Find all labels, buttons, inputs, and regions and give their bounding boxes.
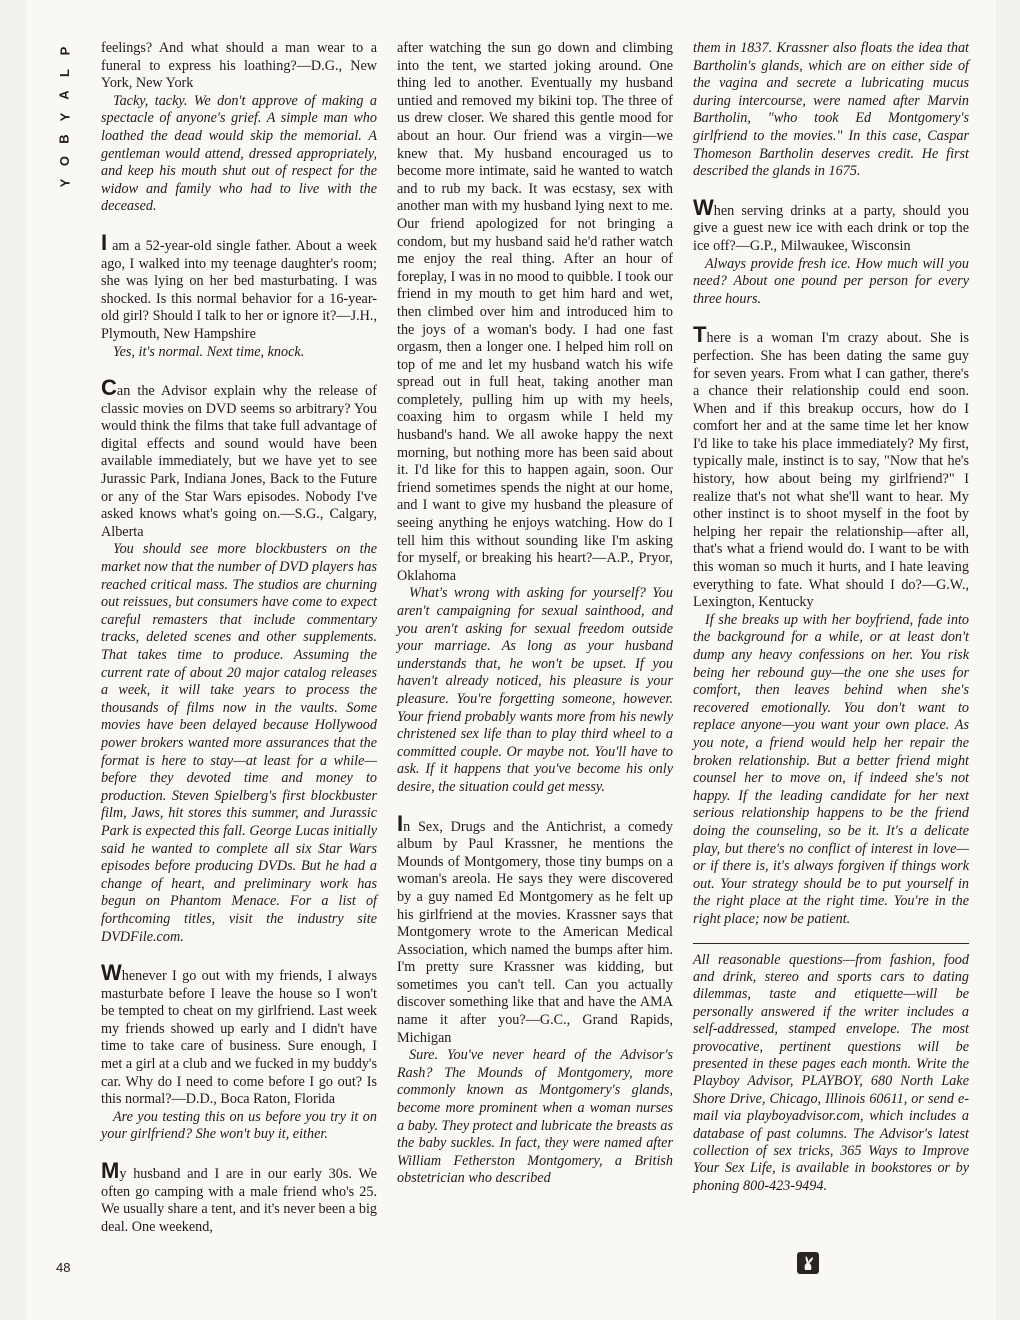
section-gap bbox=[101, 361, 377, 379]
advisor-answer: What's wrong with asking for yourself? You aren't campaigning for sexual sainthood, and you aren't asking for sexual freedom outside your marriage. As long as your husband understands that, he won't be upset. If you haven't already noticed, his pleasure is your pleasure. You're forgetting someone, however. Your friend probably wants more from his newly christened sex life than to play third wheel to a committed couple. Or maybe not. You'll have to ask. If it happens that you've become his only desire, the situation could get messy. bbox=[397, 585, 673, 795]
advisor-answer: If she breaks up with her boyfriend, fade into the background for a while, or at least don't dump any heavy confessions on her. You risk being her rebound guy—the one she uses for comfort, then leaves behind when she's recovered emotionally. You don't want to replace anyone—you want your own place. As you note, a friend would help her repair the broken relationship. But a better friend might counsel her to move on, if indeed she's not happy. If the leading candidate for her next serious relationship happens to be the friend doing the counseling, so be it. It's a delicate play, but there's no conflict of interest in love—or if there is, it's always forgiven if things work out. Your strategy should be to put yourself in the right place at the right time. You're in the right place; now be patient. bbox=[693, 611, 969, 927]
reader-question bbox=[101, 375, 377, 541]
reader-question bbox=[693, 322, 969, 612]
page-number: 48 bbox=[56, 1260, 71, 1275]
reader-question bbox=[693, 194, 969, 256]
masthead-letter: L bbox=[56, 69, 72, 77]
initial-letter: I bbox=[397, 810, 404, 836]
question-text: here is a woman I'm crazy about. She is perfection. She has been dating the same guy for seven years. From what I can gather, there's a chance their relationship could end soon. When and if this breakup occurs, how do I comfort her and at the same time let her know I'd like to take his place immediately? My first, typically male, instinct is to say, "Now that he's history, how about being my girlfriend?" I realize that's not what she'll want to hear. My other instinct is to shoot myself in the foot by helping her repair the relationship—after all, that's what a friend would do. I want to be with this woman so much it hurts, and I hate leaving everything to fate. What should I do?—G.W., Lexington, Kentucky bbox=[693, 330, 969, 611]
column-1 bbox=[101, 40, 377, 1236]
advisor-answer: Yes, it's normal. Next time, knock. bbox=[113, 343, 305, 360]
masthead bbox=[56, 44, 74, 190]
masthead-letter: A bbox=[56, 90, 72, 100]
masthead-letter: Y bbox=[56, 178, 72, 188]
column-3 bbox=[693, 40, 969, 1195]
question-text: hen serving drinks at a party, should you give a guest new ice with each drink or top the ice off?—G.P., Milwaukee, Wisconsin bbox=[693, 202, 969, 254]
advisor-answer: Are you testing this on us before you try it on your girlfriend? She won't buy it, either. bbox=[101, 1108, 377, 1143]
advisor-answer: Sure. You've never heard of the Advisor's Rash? The Mounds of Montgomery, more commonly known as Montgomery's glands, become more prominent when a woman nurses a baby. They protect and lubricate the breasts as the baby suckles. In fact, they were named after William Fetherston Montgomery, a British obstetrician who described bbox=[397, 1047, 673, 1187]
initial-letter: M bbox=[101, 1158, 120, 1184]
section-gap bbox=[397, 797, 673, 815]
initial-letter: T bbox=[693, 322, 707, 348]
section-gap bbox=[101, 1144, 377, 1162]
initial-letter: C bbox=[101, 375, 117, 401]
reader-question bbox=[101, 229, 377, 344]
question-text: am a 52-year-old single father. About a week ago, I walked into my teenage daughter's room; she was lying on her bed masturbating. I was shocked. Is this normal behavior for a 16-year-old girl? Should I talk to her or ignore it?—J.H., Plymouth, New Hampshire bbox=[101, 237, 377, 342]
section-gap bbox=[693, 181, 969, 199]
reader-question bbox=[397, 810, 673, 1048]
reader-question bbox=[101, 960, 377, 1109]
initial-letter: W bbox=[101, 960, 122, 986]
question-text: after watching the sun go down and climbing into the tent, we started joking around. One thing led to another. Eventually my husband untied and removed my bikini top. The three of us drew closer. We shared this gentle mood for about an hour. Our friend was a virgin—we knew that. My husband encouraged us to become more intimate, said he wanted to watch and to rub my back. It was ecstasy, sex with another man with my husband lying next to me. Our friend apologized for not bringing a condom, but my husband said he'd rather watch me enjoy the real thing. After an hour of foreplay, I was in no mood to quibble. I took our friend in my mouth to get him hard and wet, then climbed over him and introduced him to the joys of a woman's body. I had one fast orgasm, then a longer one. I helped him roll on top of me and let my husband watch his wife spread out in full heat, taking another man completely, pulling him up with my heels, coaxing him to orgasm while I held my husband's hand. We all awoke happy the next morning, but nothing more has been said about it. I'd like for this to happen again, soon. Our friend sometimes spends the night at our home, and I want to give my husband the pleasure of seeing anything he enjoys watching. How do I tell him this without sounding like I'm asking for myself, or breaking his heart?—A.P., Pryor, Oklahoma bbox=[397, 40, 673, 584]
advisor-answer: You should see more blockbusters on the market now that the number of DVD players has reached critical mass. The studios are churning out reissues, but consumers have come to expect careful remasters that include commentary tracks, deleted scenes and other supplements. That takes time to produce. Assuming the current rate of about 20 major catalog releases a week, it will take years to process the thousands of films now in the vaults. Some movies have been delayed because Hollywood power brokers wanted more assurances that the format is here to stay—at least for a while—before they devoted time and money to production. Steven Spielberg's first blockbuster film, Jaws, hit stores this summer, and Jurassic Park is expected this fall. George Lucas initially said he wanted to complete all six Star Wars episodes before producing DVDs. But he had a change of heart, and preliminary work has begun on Phantom Menace. For a list of forthcoming titles, visit the industry site DVDFile.com. bbox=[101, 541, 377, 945]
initial-letter: I bbox=[101, 229, 108, 255]
advisor-answer: Tacky, tacky. We don't approve of making a spectacle of anyone's grief. A simple man who loathed the dead would skip the memorial. A gentleman would attend, dressed appropriately, and keep his mouth shut out of respect for the widow and family who had to live with the deceased. bbox=[101, 92, 377, 215]
reader-question bbox=[397, 40, 673, 585]
question-text: y husband and I are in our early 30s. We often go camping with a male friend who's 25. We usually share a tent, and it's never been a big deal. One weekend, bbox=[101, 1166, 377, 1235]
reader-question bbox=[101, 40, 377, 93]
question-text: henever I go out with my friends, I always masturbate before I leave the house so I won't be tempted to cheat on my girlfriend. Last week my friends showed up early and I didn't have time to take care of business. Sure enough, I met a girl at a club and we fucked in my buddy's car. Why do I need to come before I go out? Is this normal?—D.D., Boca Raton, Florida bbox=[101, 968, 377, 1108]
question-text: an the Advisor explain why the release of classic movies on DVD seems so arbitrary? You would think the films that take full advantage of digital effects and sound would have been available immediately, but we have yet to see Jurassic Park, Indiana Jones, Back to the Future or any of the Star Wars episodes. Nobody I've asked knows what's going on.—S.G., Calgary, Alberta bbox=[101, 383, 377, 540]
section-gap bbox=[693, 308, 969, 326]
advisor-answer: Always provide fresh ice. How much will you need? About one pound per person for every three hours. bbox=[693, 255, 969, 307]
section-gap bbox=[101, 946, 377, 964]
masthead-letter: Y bbox=[56, 112, 72, 122]
question-text: feelings? And what should a man wear to a funeral to express his loathing?—D.G., New York, New York bbox=[101, 40, 377, 92]
section-gap bbox=[101, 216, 377, 234]
reader-question bbox=[101, 1158, 377, 1236]
advisor-answer: them in 1837. Krassner also floats the idea that Bartholin's glands, which are on either side of the vagina and secrete a lubricating mucus during intercourse, were named after Marvin Bartholin, "who took Ed Montgomery's girlfriend to the movies." In this case, Caspar Thomeson Bartholin deserves credit. He first described the glands in 1675. bbox=[693, 40, 969, 180]
column-2 bbox=[397, 40, 673, 1188]
magazine-page bbox=[26, 0, 996, 1320]
divider bbox=[693, 943, 969, 944]
submission-note: All reasonable questions—from fashion, food and drink, stereo and sports cars to dating dilemmas, taste and etiquette—will be personally answered if the writer includes a self-addressed, stamped envelope. The most provocative, pertinent questions will be presented in these pages each month. Write the Playboy Advisor, PLAYBOY, 680 North Lake Shore Drive, Chicago, Illinois 60611, or send e-mail via playboyadvisor.com, which includes a database of past columns. The Advisor's latest collection of sex tricks, 365 Ways to Improve Your Sex Life, is available in bookstores or by phoning 800-423-9494. bbox=[693, 951, 969, 1194]
masthead-letter: B bbox=[56, 134, 72, 144]
masthead-letter: P bbox=[56, 46, 72, 56]
question-text: n Sex, Drugs and the Antichrist, a comedy album by Paul Krassner, he mentions the Mounds of Montgomery, those tiny bumps on a woman's areola. He says they were discovered by a guy named Ed Montgomery as he felt up his girlfriend at the movies. Krassner says that Montgomery wrote to the American Medical Association, which named the bumps after him. I'm pretty sure Krassner was kidding, but sometimes you can't tell. Can you actually discover something like that and have the AMA name it after you?—G.C., Grand Rapids, Michigan bbox=[397, 818, 673, 1046]
rabbit-logo-icon bbox=[797, 1252, 819, 1274]
initial-letter: W bbox=[693, 194, 714, 220]
masthead-letter: O bbox=[57, 155, 72, 167]
